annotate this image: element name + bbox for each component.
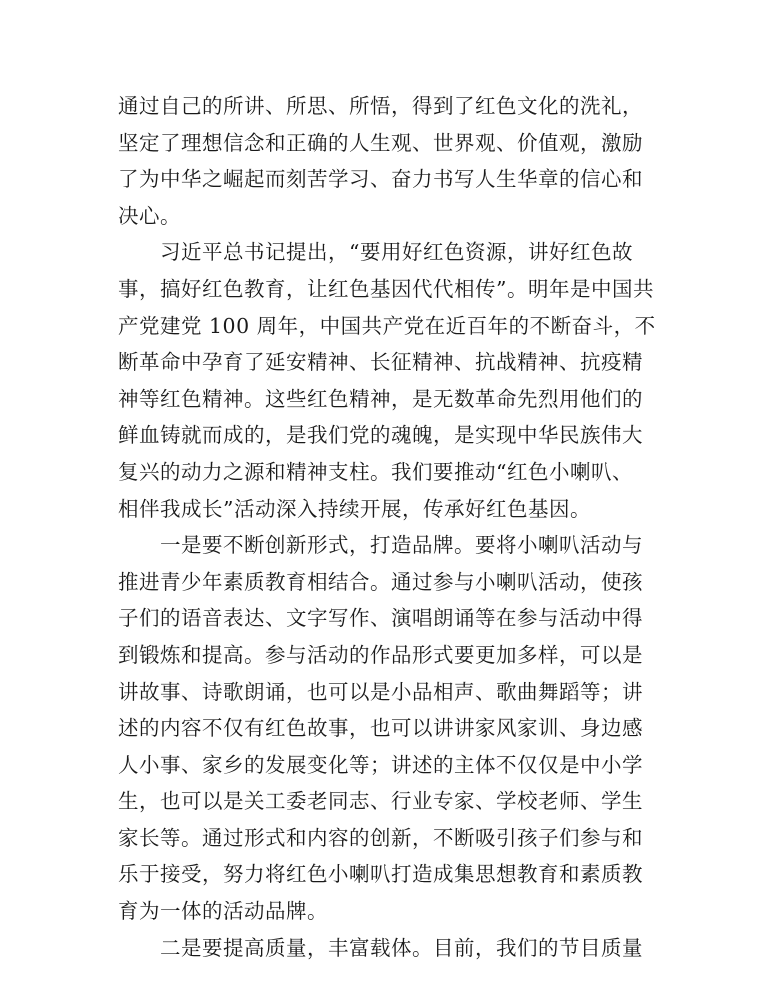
text-line: 断革命中孕育了延安精神、长征精神、抗战精神、抗疫精 bbox=[118, 350, 643, 375]
text-line: 育为一体的活动品牌。 bbox=[118, 899, 328, 924]
text-line: 产党建党 100 周年，中国共产党在近百年的不断奋斗，不 bbox=[118, 313, 656, 338]
text-line: 子们的语音表达、文字写作、演唱朗诵等在参与活动中得 bbox=[118, 606, 643, 631]
paragraph bbox=[118, 234, 656, 527]
text-line: 通过自己的所讲、所思、所悟，得到了红色文化的洗礼， bbox=[118, 94, 643, 118]
paragraph bbox=[118, 930, 643, 967]
text-line: 神等红色精神。这些红色精神，是无数革命先烈用他们的 bbox=[118, 386, 643, 411]
text-line: 家长等。通过形式和内容的创新，不断吸引孩子们参与和 bbox=[118, 825, 643, 850]
text-line: 相伴我成长”活动深入持续开展，传承好红色基因。 bbox=[118, 496, 591, 521]
text-line: 一是要不断创新形式，打造品牌。要将小喇叭活动与 bbox=[160, 533, 643, 558]
paragraph bbox=[118, 88, 643, 234]
text-line: 人小事、家乡的发展变化等；讲述的主体不仅仅是中小学 bbox=[118, 752, 643, 777]
text-line: 生，也可以是关工委老同志、行业专家、学校老师、学生 bbox=[118, 789, 643, 814]
text-line: 决心。 bbox=[118, 203, 181, 228]
text-line: 二是要提高质量，丰富载体。目前，我们的节目质量 bbox=[160, 935, 643, 960]
text-line: 推进青少年素质教育相结合。通过参与小喇叭活动，使孩 bbox=[118, 569, 643, 594]
text-line: 坚定了理想信念和正确的人生观、世界观、价值观，激励 bbox=[118, 130, 643, 155]
text-line: 了为中华之崛起而刻苦学习、奋力书写人生华章的信心和 bbox=[118, 167, 643, 192]
text-line: 讲故事、诗歌朗诵，也可以是小品相声、歌曲舞蹈等；讲 bbox=[118, 679, 643, 704]
body-text bbox=[118, 88, 656, 966]
text-line: 复兴的动力之源和精神支柱。我们要推动“红色小喇叭、 bbox=[118, 459, 633, 484]
text-line: 述的内容不仅有红色故事，也可以讲讲家风家训、身边感 bbox=[118, 716, 643, 741]
text-line: 事，搞好红色教育，让红色基因代代相传”。明年是中国共 bbox=[118, 276, 654, 301]
paragraph bbox=[118, 527, 643, 930]
text-line: 到锻炼和提高。参与活动的作品形式要更加多样，可以是 bbox=[118, 642, 643, 667]
text-line: 习近平总书记提出，“要用好红色资源，讲好红色故 bbox=[160, 240, 633, 265]
text-line: 鲜血铸就而成的，是我们党的魂魄，是实现中华民族伟大 bbox=[118, 423, 643, 448]
text-line: 乐于接受，努力将红色小喇叭打造成集思想教育和素质教 bbox=[118, 862, 643, 887]
